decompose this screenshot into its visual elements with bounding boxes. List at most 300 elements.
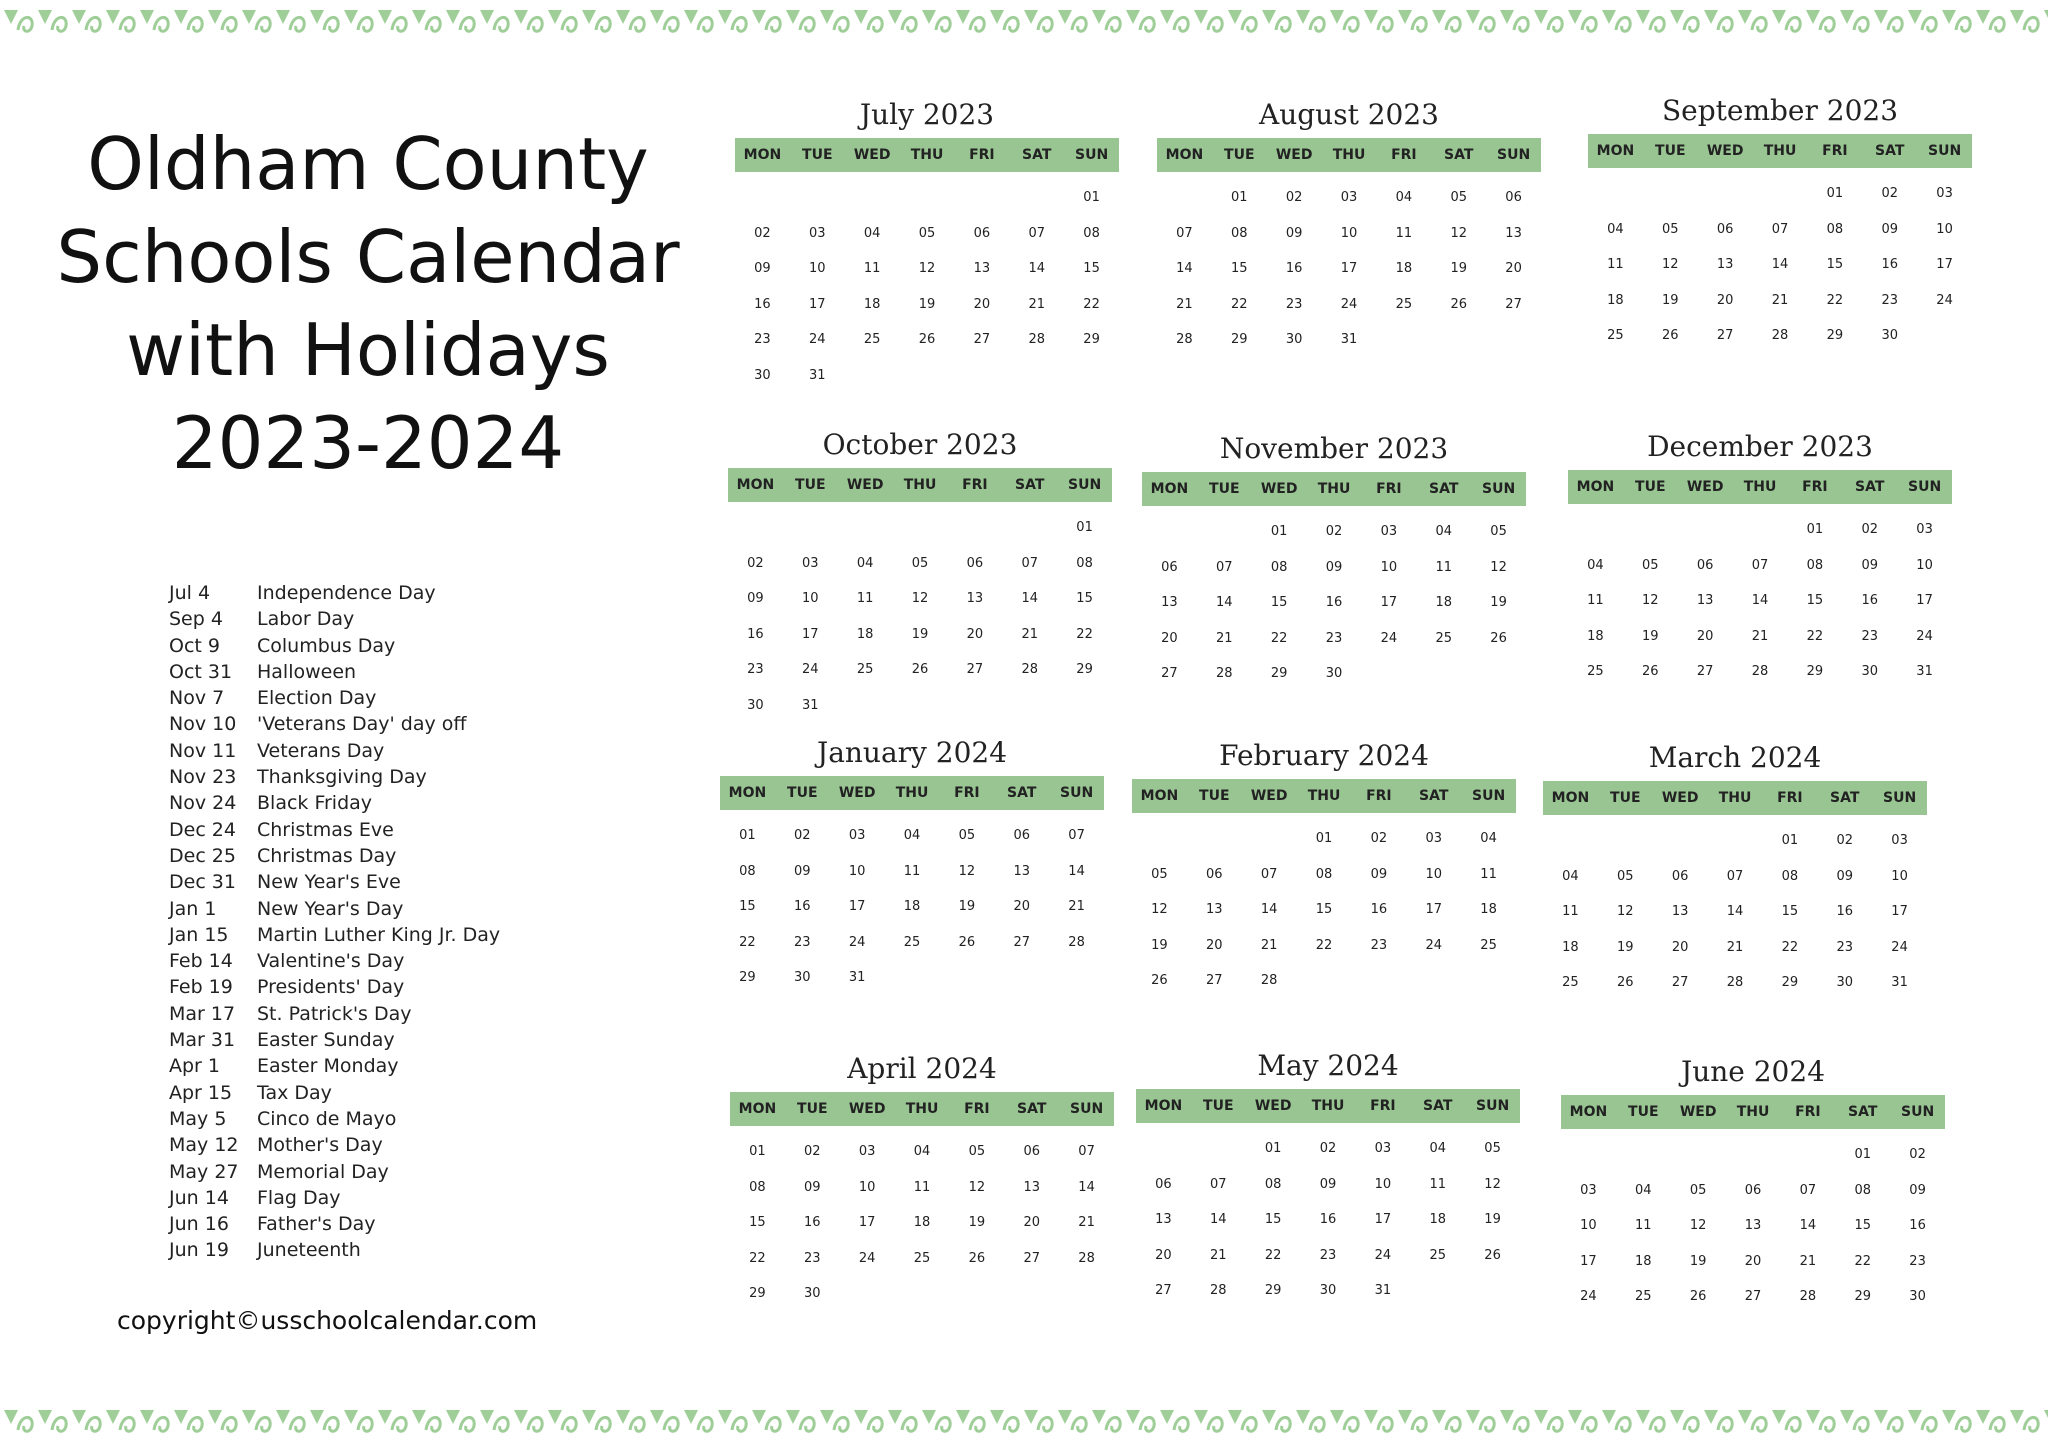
- day-cell: 23: [1909, 1253, 1926, 1269]
- day-cell: 16: [1909, 1218, 1926, 1233]
- day-cell: 12: [1151, 902, 1168, 917]
- day-cell: 29: [1270, 666, 1288, 681]
- day-cell: 29: [1083, 332, 1100, 347]
- weekday-label: MON: [1150, 481, 1189, 497]
- weekday-label: WED: [1275, 147, 1313, 163]
- day-cell: 02: [1285, 190, 1303, 205]
- weekday-label: SUN: [1908, 479, 1942, 495]
- day-cell: 15: [1231, 261, 1248, 276]
- weekday-label: MON: [1576, 479, 1615, 495]
- holiday-date: Nov 24: [169, 792, 237, 815]
- day-cell: 13: [966, 591, 984, 606]
- weekday-label: MON: [1165, 147, 1204, 163]
- border-swirl: [664, 1417, 678, 1431]
- title-line: Schools Calendar: [56, 215, 680, 299]
- holiday-date: Nov 7: [169, 687, 225, 710]
- day-cell: 07: [1021, 555, 1038, 571]
- day-cell: 28: [1210, 1283, 1227, 1298]
- day-cell: 11: [1562, 904, 1579, 919]
- weekday-label: THU: [1317, 481, 1351, 497]
- border-triangle: [786, 1410, 800, 1424]
- weekday-label: THU: [1311, 1098, 1345, 1114]
- month-title: September 2023: [1661, 94, 1899, 127]
- border-swirl: [970, 1417, 984, 1431]
- border-triangle: [208, 1410, 222, 1424]
- day-cell: 02: [1881, 186, 1898, 201]
- border-swirl: [1684, 17, 1698, 31]
- weekday-header: [1136, 1089, 1520, 1123]
- month-calendar: [720, 732, 1104, 996]
- day-cell: 24: [848, 934, 866, 950]
- day-grid: [730, 1134, 1114, 1312]
- day-cell: 01: [1826, 186, 1844, 201]
- holiday-item: [169, 685, 500, 711]
- decorative-border-bottom: [0, 1400, 2048, 1450]
- holiday-item: [169, 974, 500, 1000]
- day-cell: 18: [1480, 902, 1497, 917]
- border-swirl: [1548, 1417, 1562, 1431]
- border-triangle: [2044, 10, 2048, 24]
- day-grid: [1588, 176, 1972, 354]
- day-cell: 10: [1916, 557, 1933, 573]
- border-triangle: [174, 1410, 188, 1424]
- holiday-item: [169, 843, 500, 869]
- day-cell: 28: [1176, 332, 1193, 347]
- border-triangle: [1976, 1410, 1990, 1424]
- month-calendar: [1157, 94, 1541, 358]
- border-swirl: [324, 1417, 338, 1431]
- border-triangle: [752, 1410, 766, 1424]
- holiday-name: Columbus Day: [257, 634, 396, 657]
- day-cell: 19: [1490, 595, 1507, 610]
- weekday-label: FRI: [969, 147, 995, 163]
- month-calendar: [1142, 428, 1526, 692]
- holiday-date: Jun 19: [169, 1239, 229, 1262]
- border-triangle: [1704, 1410, 1718, 1424]
- day-cell: 17: [1340, 261, 1358, 276]
- day-cell: 04: [1435, 524, 1452, 539]
- day-cell: 04: [913, 1144, 931, 1159]
- day-cell: 06: [1696, 557, 1714, 573]
- border-swirl: [1956, 17, 1970, 31]
- day-cell: 24: [1340, 296, 1358, 312]
- day-cell: 24: [1380, 630, 1398, 646]
- border-triangle: [1908, 10, 1922, 24]
- border-triangle: [1024, 10, 1038, 24]
- day-cell: 06: [1744, 1182, 1762, 1198]
- holiday-name: New Year's Day: [257, 897, 404, 920]
- day-cell: 26: [958, 934, 976, 950]
- border-triangle: [1194, 10, 1208, 24]
- month-title: February 2024: [1219, 739, 1429, 772]
- day-cell: 08: [1806, 557, 1824, 573]
- day-cell: 07: [1726, 868, 1744, 884]
- weekday-label: SUN: [1883, 790, 1917, 806]
- weekday-label: SAT: [1875, 143, 1905, 159]
- day-cell: 09: [754, 261, 771, 276]
- empty-cell: [783, 510, 838, 546]
- day-cell: 06: [1206, 866, 1223, 882]
- day-cell: 17: [1425, 902, 1442, 917]
- day-cell: 07: [1176, 225, 1193, 241]
- day-cell: 23: [1370, 937, 1388, 953]
- month-calendar: [730, 1048, 1114, 1312]
- month-title: June 2024: [1680, 1055, 1826, 1088]
- day-cell: 30: [794, 970, 811, 985]
- holiday-item: [169, 896, 500, 922]
- holiday-item: [169, 1185, 500, 1211]
- day-cell: 24: [1891, 939, 1908, 955]
- page-title: [48, 118, 688, 490]
- day-cell: 19: [1642, 628, 1659, 644]
- day-cell: 28: [1260, 973, 1278, 988]
- day-cell: 18: [1429, 1212, 1446, 1227]
- border-triangle: [1296, 10, 1310, 24]
- weekday-label: MON: [1569, 1104, 1608, 1120]
- holiday-item: [169, 659, 500, 685]
- holiday-date: Oct 9: [169, 634, 220, 657]
- weekday-label: WED: [1686, 479, 1724, 495]
- border-triangle: [1976, 10, 1990, 24]
- weekday-label: TUE: [1655, 143, 1686, 159]
- day-cell: 29: [1231, 332, 1248, 347]
- border-triangle: [310, 1410, 324, 1424]
- border-swirl: [1616, 17, 1630, 31]
- border-swirl: [494, 17, 508, 31]
- day-cell: 21: [1751, 628, 1769, 644]
- day-cell: 04: [1480, 831, 1497, 846]
- day-cell: 08: [1315, 866, 1333, 882]
- day-cell: 09: [794, 863, 811, 879]
- day-cell: 05: [1484, 1141, 1501, 1156]
- weekday-header: [1568, 470, 1952, 504]
- day-cell: 13: [1696, 593, 1714, 608]
- empty-cell: [893, 510, 948, 546]
- day-cell: 04: [1562, 868, 1579, 884]
- border-triangle: [446, 10, 460, 24]
- border-swirl: [1038, 1417, 1052, 1431]
- border-swirl: [392, 17, 406, 31]
- day-cell: 08: [1264, 1176, 1282, 1192]
- day-cell: 10: [1580, 1218, 1597, 1233]
- day-cell: 31: [1891, 975, 1908, 990]
- empty-cell: [1698, 176, 1753, 212]
- weekday-label: THU: [1763, 143, 1797, 159]
- day-cell: 09: [804, 1179, 821, 1195]
- day-cell: 07: [1771, 221, 1789, 237]
- empty-cell: [1002, 510, 1057, 546]
- holiday-date: Dec 31: [169, 871, 236, 894]
- day-cell: 10: [1425, 866, 1442, 882]
- day-cell: 14: [1176, 261, 1193, 276]
- border-triangle: [378, 1410, 392, 1424]
- day-cell: 09: [1370, 866, 1388, 882]
- border-swirl: [2024, 1417, 2038, 1431]
- weekday-label: FRI: [1366, 788, 1392, 804]
- holiday-item: [169, 869, 500, 895]
- day-cell: 17: [858, 1215, 876, 1230]
- title-line: Oldham County: [87, 122, 649, 206]
- day-cell: 19: [1617, 939, 1634, 955]
- day-cell: 26: [918, 332, 936, 347]
- day-cell: 13: [1013, 863, 1030, 879]
- day-cell: 05: [1490, 524, 1507, 539]
- day-cell: 07: [1260, 866, 1278, 882]
- holiday-name: Tax Day: [257, 1081, 332, 1104]
- border-triangle: [344, 10, 358, 24]
- day-cell: 24: [809, 332, 826, 347]
- day-cell: 30: [747, 697, 764, 713]
- weekday-label: SUN: [1476, 1098, 1510, 1114]
- day-cell: 06: [1161, 559, 1178, 575]
- day-cell: 06: [1155, 1176, 1172, 1192]
- day-cell: 12: [1642, 593, 1659, 608]
- day-cell: 20: [1744, 1253, 1762, 1269]
- border-swirl: [1718, 1417, 1732, 1431]
- day-cell: 07: [1799, 1182, 1817, 1198]
- border-swirl: [1854, 1417, 1868, 1431]
- border-swirl: [460, 17, 474, 31]
- day-cell: 25: [1607, 328, 1624, 343]
- empty-cell: [1191, 1131, 1246, 1167]
- day-cell: 19: [1151, 937, 1168, 953]
- day-cell: 29: [749, 1286, 766, 1301]
- weekday-label: SUN: [1497, 147, 1531, 163]
- day-cell: 18: [1562, 939, 1579, 955]
- holiday-date: Mar 31: [169, 1029, 236, 1052]
- day-cell: 03: [1380, 524, 1398, 539]
- border-swirl: [936, 17, 950, 31]
- day-cell: 26: [1450, 296, 1467, 312]
- border-swirl: [52, 17, 66, 31]
- border-swirl: [1786, 17, 1800, 31]
- day-cell: 24: [1916, 628, 1933, 644]
- day-cell: 15: [1270, 595, 1288, 610]
- border-swirl: [154, 1417, 168, 1431]
- day-cell: 12: [918, 261, 936, 276]
- month-calendar: [1561, 1051, 1945, 1315]
- border-swirl: [86, 17, 100, 31]
- weekday-label: THU: [903, 477, 937, 493]
- border-triangle: [1160, 10, 1174, 24]
- border-swirl: [1208, 17, 1222, 31]
- empty-cell: [1543, 823, 1598, 859]
- holiday-name: Martin Luther King Jr. Day: [257, 923, 501, 946]
- empty-cell: [947, 510, 1002, 546]
- weekday-label: FRI: [964, 1101, 990, 1117]
- border-swirl: [902, 17, 916, 31]
- day-cell: 19: [1450, 261, 1467, 276]
- holiday-name: Easter Sunday: [257, 1029, 395, 1052]
- day-cell: 16: [1319, 1212, 1337, 1227]
- border-swirl: [1446, 1417, 1460, 1431]
- day-cell: 29: [1781, 975, 1799, 990]
- day-cell: 01: [1270, 524, 1288, 539]
- weekday-header: [720, 776, 1104, 810]
- day-grid: [1157, 180, 1541, 358]
- day-cell: 11: [1429, 1176, 1446, 1192]
- weekday-label: THU: [1718, 790, 1752, 806]
- day-cell: 25: [913, 1250, 931, 1266]
- border-triangle: [1228, 10, 1242, 24]
- weekday-label: WED: [1661, 790, 1699, 806]
- day-cell: 26: [968, 1250, 986, 1266]
- day-cell: 02: [1909, 1147, 1926, 1162]
- border-triangle: [344, 1410, 358, 1424]
- day-cell: 04: [1635, 1182, 1652, 1198]
- day-cell: 03: [1580, 1182, 1597, 1198]
- border-swirl: [1990, 17, 2004, 31]
- weekday-label: FRI: [1777, 790, 1803, 806]
- day-cell: 11: [856, 591, 874, 606]
- month-calendar: [728, 424, 1112, 723]
- day-cell: 11: [1587, 593, 1604, 608]
- border-triangle: [1058, 1410, 1072, 1424]
- border-triangle: [480, 1410, 494, 1424]
- day-cell: 26: [1151, 973, 1168, 988]
- weekday-label: THU: [910, 147, 944, 163]
- border-swirl: [1276, 17, 1290, 31]
- day-cell: 17: [1916, 593, 1933, 608]
- border-triangle: [1942, 1410, 1956, 1424]
- weekday-label: WED: [838, 785, 876, 801]
- border-triangle: [1636, 10, 1650, 24]
- day-cell: 12: [1617, 904, 1634, 919]
- day-cell: 01: [749, 1144, 766, 1159]
- border-triangle: [412, 10, 426, 24]
- month-calendar: [1588, 90, 1972, 354]
- border-swirl: [256, 1417, 270, 1431]
- day-cell: 16: [747, 626, 764, 642]
- weekday-label: SAT: [1848, 1104, 1878, 1120]
- day-cell: 03: [1425, 831, 1442, 846]
- day-cell: 10: [1936, 221, 1953, 237]
- border-swirl: [324, 17, 338, 31]
- weekday-label: TUE: [1628, 1104, 1659, 1120]
- border-swirl: [154, 17, 168, 31]
- weekday-label: SUN: [1070, 1101, 1104, 1117]
- month-title: December 2023: [1647, 430, 1873, 463]
- border-triangle: [1160, 1410, 1174, 1424]
- border-swirl: [1344, 17, 1358, 31]
- border-swirl: [1854, 17, 1868, 31]
- border-swirl: [1718, 17, 1732, 31]
- weekday-label: WED: [1706, 143, 1744, 159]
- day-cell: 14: [1799, 1218, 1817, 1233]
- border-swirl: [1446, 17, 1460, 31]
- border-swirl: [1480, 1417, 1494, 1431]
- border-triangle: [548, 1410, 562, 1424]
- holiday-date: Mar 17: [169, 1002, 236, 1025]
- holiday-date: Jul 4: [169, 582, 211, 604]
- border-triangle: [1228, 1410, 1242, 1424]
- day-cell: 31: [809, 367, 826, 383]
- day-cell: 13: [1023, 1179, 1040, 1195]
- border-triangle: [1772, 10, 1786, 24]
- empty-cell: [1726, 1137, 1781, 1173]
- day-cell: 27: [1744, 1289, 1762, 1304]
- day-cell: 28: [1726, 975, 1744, 990]
- border-swirl: [1514, 17, 1528, 31]
- border-swirl: [1242, 1417, 1256, 1431]
- day-cell: 18: [903, 899, 921, 914]
- holiday-name: Independence Day: [257, 582, 436, 604]
- weekday-label: SAT: [1007, 785, 1037, 801]
- day-cell: 22: [1781, 939, 1799, 955]
- day-cell: 27: [1716, 328, 1734, 343]
- day-cell: 07: [1078, 1144, 1095, 1159]
- day-cell: 29: [739, 970, 756, 985]
- holiday-name: Father's Day: [257, 1213, 376, 1236]
- day-cell: 10: [858, 1179, 876, 1195]
- empty-cell: [728, 510, 783, 546]
- weekday-label: TUE: [787, 785, 818, 801]
- day-cell: 30: [1881, 328, 1898, 343]
- day-cell: 08: [1270, 559, 1288, 575]
- border-triangle: [1568, 1410, 1582, 1424]
- day-cell: 15: [1076, 591, 1093, 606]
- empty-cell: [1708, 823, 1763, 859]
- day-cell: 05: [968, 1144, 986, 1159]
- day-cell: 08: [1781, 868, 1799, 884]
- border-swirl: [698, 17, 712, 31]
- day-cell: 10: [848, 863, 866, 879]
- border-triangle: [1092, 1410, 1106, 1424]
- day-cell: 16: [794, 899, 811, 914]
- day-cell: 10: [809, 261, 826, 276]
- holiday-name: Cinco de Mayo: [257, 1107, 397, 1130]
- border-swirl: [868, 17, 882, 31]
- day-cell: 12: [911, 591, 929, 606]
- day-cell: 19: [958, 899, 976, 914]
- month-title: July 2023: [859, 98, 995, 131]
- day-cell: 04: [1607, 221, 1624, 237]
- holiday-name: New Year's Eve: [257, 871, 401, 894]
- border-swirl: [1922, 1417, 1936, 1431]
- day-cell: 26: [1490, 630, 1507, 646]
- border-triangle: [1874, 1410, 1888, 1424]
- border-swirl: [358, 17, 372, 31]
- border-swirl: [1752, 1417, 1766, 1431]
- border-swirl: [1684, 1417, 1698, 1431]
- day-cell: 22: [1076, 626, 1093, 642]
- border-swirl: [732, 1417, 746, 1431]
- weekday-label: THU: [1736, 1104, 1770, 1120]
- day-cell: 30: [1861, 664, 1878, 679]
- border-swirl: [834, 17, 848, 31]
- border-triangle: [276, 1410, 290, 1424]
- holiday-date: Nov 23: [169, 766, 237, 789]
- holiday-item: [169, 1106, 500, 1132]
- border-swirl: [1208, 1417, 1222, 1431]
- holiday-date: Oct 31: [169, 660, 233, 683]
- day-cell: 01: [1806, 522, 1824, 537]
- day-cell: 24: [858, 1250, 876, 1266]
- day-cell: 01: [739, 828, 756, 843]
- day-cell: 08: [1083, 225, 1100, 241]
- weekday-label: MON: [738, 1101, 777, 1117]
- day-cell: 04: [856, 555, 874, 571]
- border-triangle: [1194, 1410, 1208, 1424]
- day-cell: 16: [1861, 593, 1878, 608]
- day-cell: 06: [1671, 868, 1689, 884]
- border-swirl: [528, 17, 542, 31]
- day-cell: 12: [1662, 257, 1679, 272]
- empty-cell: [1242, 821, 1297, 857]
- day-cell: 12: [958, 863, 976, 879]
- weekday-header: [1157, 138, 1541, 172]
- day-cell: 03: [1374, 1141, 1392, 1156]
